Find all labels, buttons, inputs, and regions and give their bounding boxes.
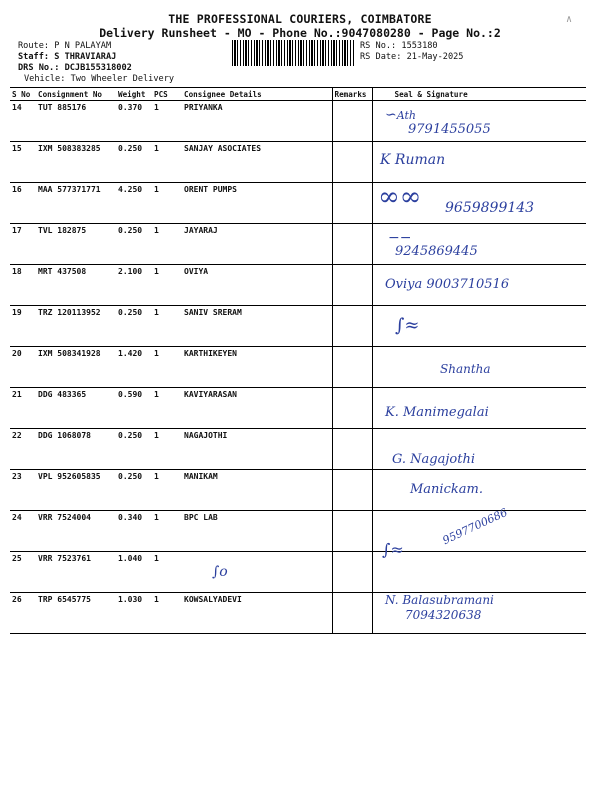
runsheet-table <box>10 87 586 634</box>
table-row <box>10 224 586 265</box>
col-signature: Seal & Signature <box>372 88 586 101</box>
signature-17-phone: 9245869445 <box>395 244 478 259</box>
table-row <box>10 511 586 552</box>
signature-25-mark: ∫o <box>212 564 228 580</box>
row-remarks <box>332 347 372 388</box>
signature-14-phone: 9791455055 <box>408 122 491 137</box>
row-remarks <box>332 183 372 224</box>
signature-17-initials: −− <box>388 230 412 246</box>
signature-18: Oviya 9003710516 <box>385 277 510 292</box>
row-remarks <box>332 388 372 429</box>
row-pcs: 1 <box>152 593 182 634</box>
row-signature <box>372 429 586 470</box>
row-sno: 20 <box>10 347 36 388</box>
row-weight: 1.040 <box>116 552 152 593</box>
row-pcs: 1 <box>152 224 182 265</box>
signature-22: G. Nagajothi <box>392 452 475 467</box>
table-row <box>10 101 586 142</box>
row-consignee: BPC LAB <box>182 511 332 552</box>
row-consignment: MRT 437508 <box>36 265 116 306</box>
row-sno: 24 <box>10 511 36 552</box>
row-pcs: 1 <box>152 101 182 142</box>
scan-mark: ∧ <box>566 14 573 25</box>
row-sno: 25 <box>10 552 36 593</box>
signature-15: K Ruman <box>380 152 446 168</box>
row-remarks <box>332 142 372 183</box>
row-consignee: JAYARAJ <box>182 224 332 265</box>
signature-26-phone: 7094320638 <box>405 608 482 622</box>
row-sno: 22 <box>10 429 36 470</box>
row-pcs: 1 <box>152 552 182 593</box>
row-remarks <box>332 470 372 511</box>
signature-21: K. Manimegalai <box>385 405 489 420</box>
col-pcs: PCS <box>152 88 182 101</box>
row-remarks <box>332 593 372 634</box>
row-consignee: KOWSALYADEVI <box>182 593 332 634</box>
table-row <box>10 142 586 183</box>
signature-24-phone: 9597700686 <box>440 505 510 548</box>
meta-right <box>360 41 463 63</box>
row-signature <box>372 511 586 552</box>
col-remarks: Remarks <box>332 88 372 101</box>
row-weight: 0.250 <box>116 306 152 347</box>
row-sno: 17 <box>10 224 36 265</box>
row-consignee: SANJAY ASOCIATES <box>182 142 332 183</box>
row-consignee <box>182 552 332 593</box>
row-signature <box>372 142 586 183</box>
row-signature <box>372 101 586 142</box>
row-consignment: VPL 952605835 <box>36 470 116 511</box>
row-weight: 1.030 <box>116 593 152 634</box>
signature-16-scribble: ∞∞ <box>378 182 422 212</box>
row-consignee: SANIV SRERAM <box>182 306 332 347</box>
row-consignment: VRR 7523761 <box>36 552 116 593</box>
row-pcs: 1 <box>152 306 182 347</box>
row-consignment: IXM 508383285 <box>36 142 116 183</box>
row-consignee: KAVIYARASAN <box>182 388 332 429</box>
table-header <box>10 88 586 101</box>
signature-14: ∽Ath <box>385 107 416 123</box>
row-weight: 0.250 <box>116 429 152 470</box>
row-signature <box>372 388 586 429</box>
table-row <box>10 265 586 306</box>
row-sno: 21 <box>10 388 36 429</box>
row-pcs: 1 <box>152 183 182 224</box>
table-row <box>10 388 586 429</box>
row-consignment: DDG 1068078 <box>36 429 116 470</box>
row-weight: 0.250 <box>116 142 152 183</box>
row-consignment: VRR 7524004 <box>36 511 116 552</box>
row-sno: 15 <box>10 142 36 183</box>
row-consignee: NAGAJOTHI <box>182 429 332 470</box>
row-weight: 0.250 <box>116 470 152 511</box>
row-weight: 0.370 <box>116 101 152 142</box>
row-signature <box>372 224 586 265</box>
row-remarks <box>332 552 372 593</box>
signature-26-name: N. Balasubramani <box>385 593 494 607</box>
row-consignee: PRIYANKA <box>182 101 332 142</box>
signature-19-scribble: ∫≈ <box>395 315 420 336</box>
signature-20: Shantha <box>440 362 491 376</box>
row-remarks <box>332 101 372 142</box>
signature-24-scribble: ∫≈ <box>382 540 404 559</box>
row-pcs: 1 <box>152 429 182 470</box>
row-remarks <box>332 224 372 265</box>
row-consignment: TRZ 120113952 <box>36 306 116 347</box>
row-signature <box>372 347 586 388</box>
row-remarks <box>332 429 372 470</box>
table-row <box>10 552 586 593</box>
rs-number: RS No.: 1553180 <box>360 41 438 51</box>
row-remarks <box>332 265 372 306</box>
row-signature <box>372 306 586 347</box>
drs-text: DRS No.: DCJB155318002 <box>18 63 132 73</box>
row-sno: 18 <box>10 265 36 306</box>
table-row <box>10 347 586 388</box>
row-pcs: 1 <box>152 265 182 306</box>
row-pcs: 1 <box>152 347 182 388</box>
col-sno: S No <box>10 88 36 101</box>
row-sno: 26 <box>10 593 36 634</box>
table-row <box>10 429 586 470</box>
meta-left <box>18 41 174 85</box>
row-weight: 0.590 <box>116 388 152 429</box>
col-consignment: Consignment No <box>36 88 116 101</box>
row-pcs: 1 <box>152 142 182 183</box>
row-remarks <box>332 511 372 552</box>
route-text: Route: P N PALAYAM <box>18 41 112 51</box>
signature-16-phone: 9659899143 <box>445 200 535 216</box>
row-pcs: 1 <box>152 388 182 429</box>
row-signature <box>372 552 586 593</box>
barcode <box>232 40 355 66</box>
page-title: THE PROFESSIONAL COURIERS, COIMBATORE <box>168 12 432 26</box>
col-weight: Weight <box>116 88 152 101</box>
staff-text: Staff: S THRAVIARAJ <box>18 52 117 62</box>
table-row <box>10 306 586 347</box>
row-consignee: MANIKAM <box>182 470 332 511</box>
row-sno: 16 <box>10 183 36 224</box>
row-consignee: OVIYA <box>182 265 332 306</box>
vehicle-text: Vehicle: Two Wheeler Delivery <box>24 74 175 84</box>
row-consignee: ORENT PUMPS <box>182 183 332 224</box>
row-consignment: IXM 508341928 <box>36 347 116 388</box>
row-pcs: 1 <box>152 470 182 511</box>
row-sno: 19 <box>10 306 36 347</box>
row-signature <box>372 183 586 224</box>
page-subtitle: Delivery Runsheet - MO - Phone No.:9047080280 - Page No.:2 <box>99 26 501 40</box>
row-signature <box>372 265 586 306</box>
signature-23: Manickam. <box>410 482 483 497</box>
row-consignee: KARTHIKEYEN <box>182 347 332 388</box>
table-row <box>10 183 586 224</box>
row-signature <box>372 593 586 634</box>
row-sno: 23 <box>10 470 36 511</box>
row-signature <box>372 470 586 511</box>
rs-date: RS Date: 21-May-2025 <box>360 52 464 62</box>
row-consignment: MAA 577371771 <box>36 183 116 224</box>
row-pcs: 1 <box>152 511 182 552</box>
row-consignment: DDG 483365 <box>36 388 116 429</box>
table-row <box>10 470 586 511</box>
row-remarks <box>332 306 372 347</box>
row-weight: 4.250 <box>116 183 152 224</box>
row-consignment: TUT 885176 <box>36 101 116 142</box>
row-sno: 14 <box>10 101 36 142</box>
row-consignment: TRP 6545775 <box>36 593 116 634</box>
row-weight: 0.250 <box>116 224 152 265</box>
row-consignment: TVL 182875 <box>36 224 116 265</box>
row-weight: 1.420 <box>116 347 152 388</box>
col-consignee: Consignee Details <box>182 88 332 101</box>
row-weight: 0.340 <box>116 511 152 552</box>
table-row <box>10 593 586 634</box>
row-weight: 2.100 <box>116 265 152 306</box>
